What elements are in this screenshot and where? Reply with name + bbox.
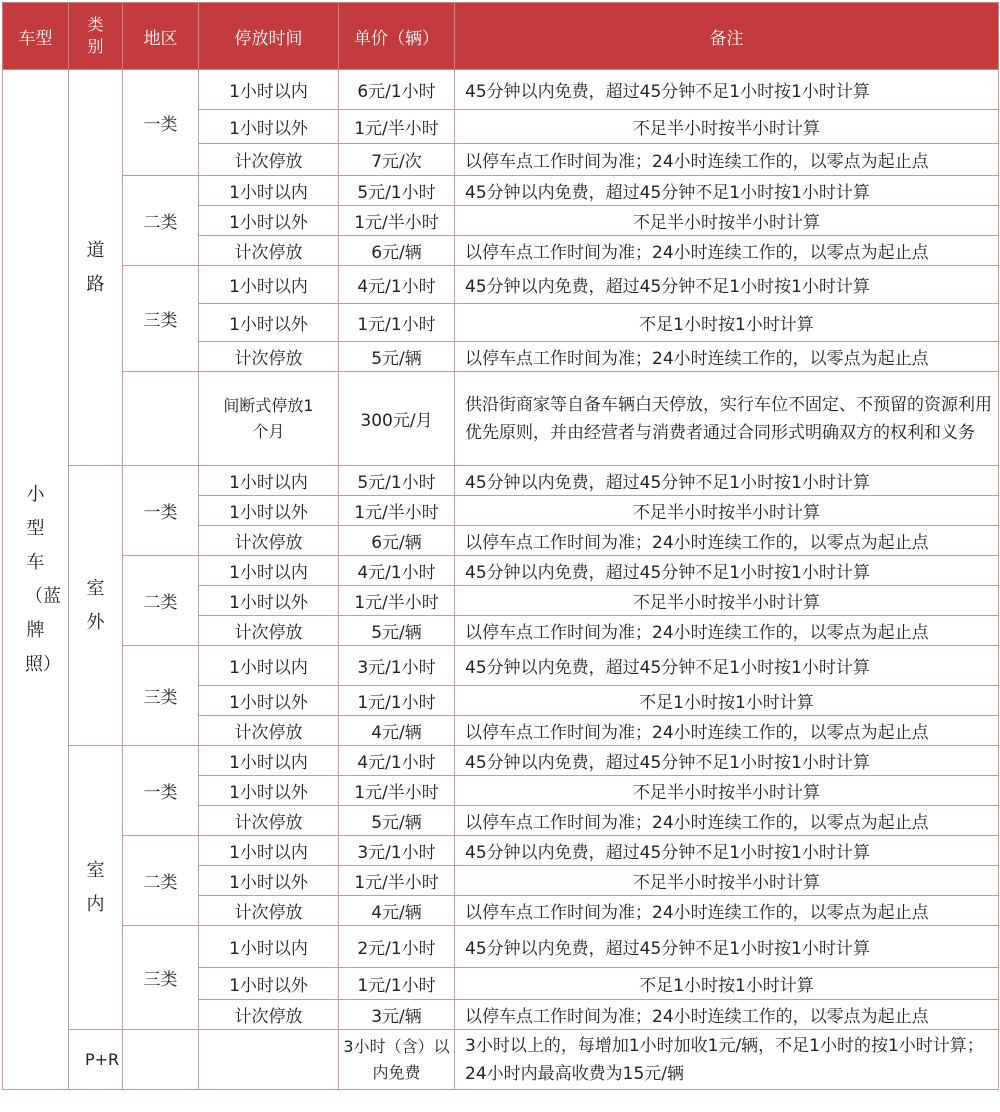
header-row <box>3 3 999 70</box>
duration-cell: 1小时以内 <box>199 176 339 206</box>
table-row <box>3 746 999 776</box>
vehicle-type-cell: 小型车（蓝牌照） <box>3 70 69 1090</box>
table-row <box>3 926 999 968</box>
price-cell: 5元/1小时 <box>339 176 455 206</box>
duration-cell: 1小时以外 <box>199 776 339 806</box>
price-cell: 6元/辆 <box>339 236 455 266</box>
remark-cell: 不足半小时按半小时计算 <box>455 586 999 616</box>
remark-cell: 45分钟以内免费，超过45分钟不足1小时按1小时计算 <box>455 646 999 686</box>
header-duration: 停放时间 <box>199 3 339 70</box>
table-row <box>3 372 999 466</box>
price-cell: 1元/半小时 <box>339 496 455 526</box>
district-indoor-2: 二类 <box>123 836 199 926</box>
duration-cell: 1小时以内 <box>199 556 339 586</box>
remark-cell: 45分钟以内免费，超过45分钟不足1小时按1小时计算 <box>455 926 999 968</box>
header-remarks: 备注 <box>455 3 999 70</box>
duration-cell: 间断式停放1个月 <box>199 372 339 466</box>
duration-cell: 1小时以外 <box>199 866 339 896</box>
remark-cell: 以停车点工作时间为准；24小时连续工作的，以零点为起止点 <box>455 144 999 176</box>
duration-cell: 1小时以外 <box>199 496 339 526</box>
price-cell: 4元/1小时 <box>339 746 455 776</box>
table-row <box>3 646 999 686</box>
remark-cell: 不足1小时按1小时计算 <box>455 968 999 1000</box>
remark-cell: 不足半小时按半小时计算 <box>455 110 999 144</box>
duration-cell: 1小时以内 <box>199 70 339 110</box>
district-road-2: 二类 <box>123 176 199 266</box>
district-indoor-1: 一类 <box>123 746 199 836</box>
remark-cell: 以停车点工作时间为准；24小时连续工作的，以零点为起止点 <box>455 1000 999 1030</box>
duration-cell: 1小时以内 <box>199 266 339 304</box>
price-cell: 1元/半小时 <box>339 776 455 806</box>
price-cell: 5元/辆 <box>339 342 455 372</box>
duration-cell: 计次停放 <box>199 236 339 266</box>
district-indoor-3: 三类 <box>123 926 199 1030</box>
duration-cell: 计次停放 <box>199 526 339 556</box>
price-cell: 4元/1小时 <box>339 556 455 586</box>
remark-cell: 45分钟以内免费，超过45分钟不足1小时按1小时计算 <box>455 70 999 110</box>
duration-cell: 计次停放 <box>199 716 339 746</box>
remark-cell: 不足半小时按半小时计算 <box>455 776 999 806</box>
remark-cell: 不足半小时按半小时计算 <box>455 866 999 896</box>
remark-cell: 45分钟以内免费，超过45分钟不足1小时按1小时计算 <box>455 266 999 304</box>
duration-cell: 计次停放 <box>199 144 339 176</box>
price-cell: 1元/半小时 <box>339 206 455 236</box>
duration-cell: 1小时以内 <box>199 836 339 866</box>
price-cell: 6元/1小时 <box>339 70 455 110</box>
remark-cell: 不足半小时按半小时计算 <box>455 206 999 236</box>
price-cell: 4元/辆 <box>339 716 455 746</box>
price-cell: 4元/辆 <box>339 896 455 926</box>
header-category: 类别 <box>69 3 123 70</box>
price-cell: 1元/1小时 <box>339 968 455 1000</box>
price-cell: 4元/1小时 <box>339 266 455 304</box>
duration-cell: 计次停放 <box>199 1000 339 1030</box>
price-cell: 1元/1小时 <box>339 686 455 716</box>
remark-cell: 以停车点工作时间为准；24小时连续工作的，以零点为起止点 <box>455 806 999 836</box>
price-cell: 5元/1小时 <box>339 466 455 496</box>
price-cell: 1元/半小时 <box>339 586 455 616</box>
price-cell: 3小时（含）以内免费 <box>339 1030 455 1090</box>
duration-cell: 1小时以外 <box>199 686 339 716</box>
district-outdoor-2: 二类 <box>123 556 199 646</box>
duration-cell: 计次停放 <box>199 616 339 646</box>
price-cell: 1元/1小时 <box>339 304 455 342</box>
category-pr: P+R <box>69 1030 123 1090</box>
duration-cell: 1小时以内 <box>199 646 339 686</box>
remark-cell: 45分钟以内免费，超过45分钟不足1小时按1小时计算 <box>455 556 999 586</box>
price-cell: 7元/次 <box>339 144 455 176</box>
price-cell: 300元/月 <box>339 372 455 466</box>
remark-cell: 45分钟以内免费，超过45分钟不足1小时按1小时计算 <box>455 176 999 206</box>
duration-cell: 计次停放 <box>199 896 339 926</box>
header-unit-price: 单价（辆） <box>339 3 455 70</box>
price-cell: 3元/1小时 <box>339 836 455 866</box>
duration-cell: 1小时以外 <box>199 110 339 144</box>
remark-cell: 供沿街商家等自备车辆白天停放，实行车位不固定、不预留的资源利用优先原则，并由经营者与消费者通过合同形式明确双方的权利和义务 <box>455 372 999 466</box>
duration-cell: 1小时以外 <box>199 304 339 342</box>
table-row <box>3 836 999 866</box>
duration-cell: 1小时以内 <box>199 746 339 776</box>
duration-cell: 1小时以内 <box>199 466 339 496</box>
price-cell: 2元/1小时 <box>339 926 455 968</box>
district-outdoor-3: 三类 <box>123 646 199 746</box>
price-cell: 5元/辆 <box>339 616 455 646</box>
table-row <box>3 70 999 110</box>
parking-fee-table <box>2 2 999 1090</box>
duration-cell: 1小时以外 <box>199 968 339 1000</box>
remark-cell: 45分钟以内免费，超过45分钟不足1小时按1小时计算 <box>455 466 999 496</box>
table-row <box>3 466 999 496</box>
price-cell: 3元/辆 <box>339 1000 455 1030</box>
table-row <box>3 176 999 206</box>
remark-cell: 以停车点工作时间为准；24小时连续工作的，以零点为起止点 <box>455 526 999 556</box>
price-cell: 6元/辆 <box>339 526 455 556</box>
remark-cell: 以停车点工作时间为准；24小时连续工作的，以零点为起止点 <box>455 896 999 926</box>
table-row <box>3 266 999 304</box>
remark-cell: 以停车点工作时间为准；24小时连续工作的，以零点为起止点 <box>455 342 999 372</box>
price-cell: 3元/1小时 <box>339 646 455 686</box>
table-row <box>3 556 999 586</box>
duration-cell: 1小时以外 <box>199 586 339 616</box>
district-road-1: 一类 <box>123 70 199 176</box>
duration-empty-cell <box>199 1030 339 1090</box>
category-road: 道路 <box>69 70 123 466</box>
header-district: 地区 <box>123 3 199 70</box>
remark-cell: 不足半小时按半小时计算 <box>455 496 999 526</box>
district-outdoor-1: 一类 <box>123 466 199 556</box>
remark-cell: 不足1小时按1小时计算 <box>455 304 999 342</box>
category-outdoor: 室外 <box>69 466 123 746</box>
duration-cell: 计次停放 <box>199 342 339 372</box>
price-cell: 1元/半小时 <box>339 866 455 896</box>
remark-cell: 以停车点工作时间为准；24小时连续工作的，以零点为起止点 <box>455 616 999 646</box>
duration-cell: 1小时以内 <box>199 926 339 968</box>
price-cell: 5元/辆 <box>339 806 455 836</box>
remark-cell: 3小时以上的，每增加1小时加收1元/辆，不足1小时的按1小时计算；24小时内最高收费为15元/辆 <box>455 1030 999 1090</box>
remark-cell: 45分钟以内免费，超过45分钟不足1小时按1小时计算 <box>455 746 999 776</box>
district-empty-cell <box>123 372 199 466</box>
remark-cell: 不足1小时按1小时计算 <box>455 686 999 716</box>
header-vehicle-type: 车型 <box>3 3 69 70</box>
district-empty-cell <box>123 1030 199 1090</box>
duration-cell: 计次停放 <box>199 806 339 836</box>
district-road-3: 三类 <box>123 266 199 372</box>
remark-cell: 以停车点工作时间为准；24小时连续工作的，以零点为起止点 <box>455 716 999 746</box>
duration-cell: 1小时以外 <box>199 206 339 236</box>
price-cell: 1元/半小时 <box>339 110 455 144</box>
category-indoor: 室内 <box>69 746 123 1030</box>
remark-cell: 以停车点工作时间为准；24小时连续工作的，以零点为起止点 <box>455 236 999 266</box>
table-row <box>3 1030 999 1090</box>
remark-cell: 45分钟以内免费，超过45分钟不足1小时按1小时计算 <box>455 836 999 866</box>
